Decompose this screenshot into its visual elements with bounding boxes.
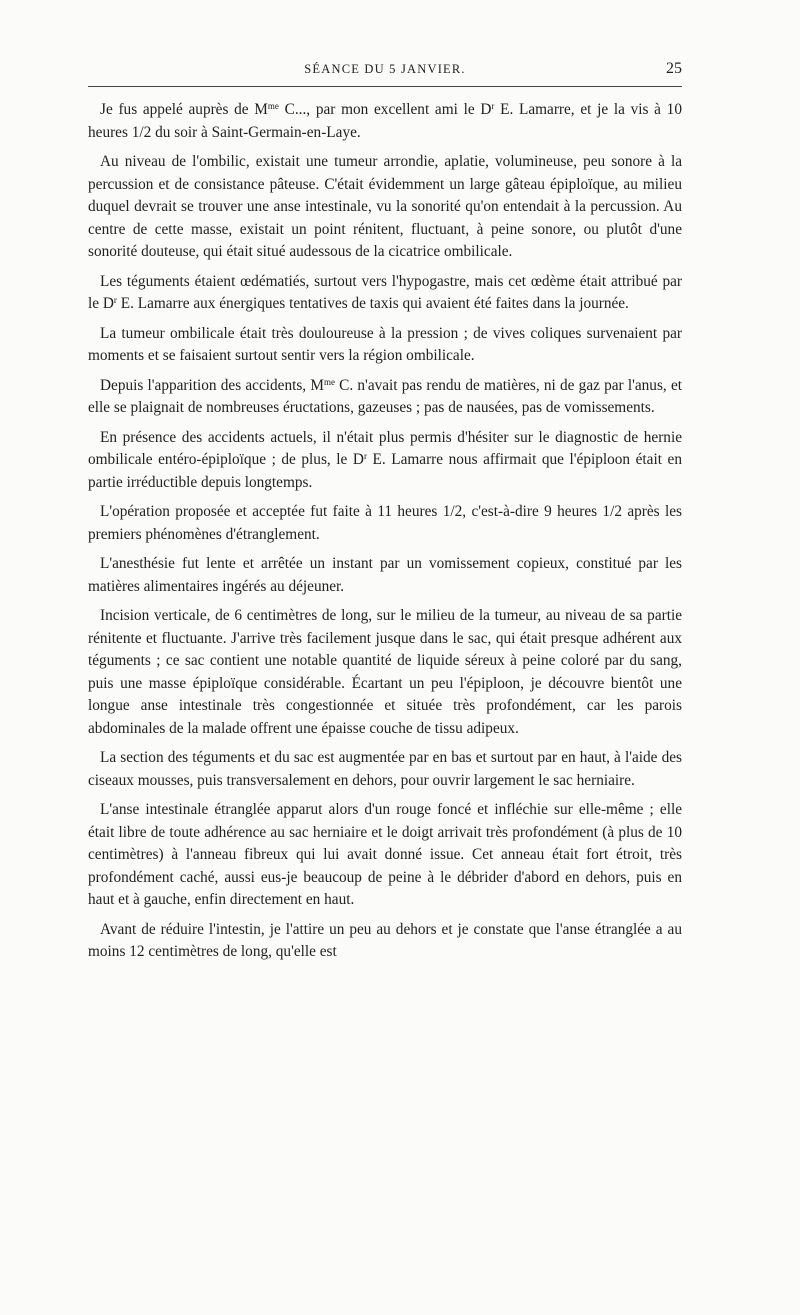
running-title: SÉANCE DU 5 JANVIER. — [304, 62, 466, 76]
paragraph-4: La tumeur ombilicale était très douloureuse à la pression ; de vives coliques survenaient par moments et se faisaient surtout sentir vers la région ombilicale. — [88, 324, 682, 364]
running-head — [88, 60, 682, 86]
paragraph-8: L'anesthésie fut lente et arrêtée un instant par un vomissement copieux, constitué par les matières alimentaires ingérés au déjeuner. — [88, 555, 682, 595]
paragraph-12: Avant de réduire l'intestin, je l'attire un peu au dehors et je constate que l'anse étranglée a au moins 12 centimètres de long, qu'elle est — [88, 920, 682, 960]
paragraph-5: Depuis l'apparition des accidents, $M^{me}$ C. n'avait pas rendu de matières, ni de gaz par l'anus, et elle se plaignait de nombreuses éructations, gazeuses ; pas de nausées, pas de vomissements. — [88, 376, 682, 416]
paragraph-7: L'opération proposée et acceptée fut faite à 11 heures 1/2, c'est-à-dire 9 heures 1/2 après les premiers phénomènes d'étranglement. — [88, 503, 682, 543]
body-text — [88, 99, 682, 964]
document-page — [88, 60, 682, 971]
paragraph-2: Au niveau de l'ombilic, existait une tumeur arrondie, aplatie, volumineuse, peu sonore à la percussion et de consistance pâteuse. C'était évidemment un large gâteau épiploïque, au milieu duquel devrait se trouver une anse intestinale, vu la sonorité qu'on entendait à la percussion. Au centre de cette masse, existait un point rénitent, fluctuant, à peine sonore, ou plutôt d'une sonorité douteuse, qui était situé audessous de la cicatrice ombilicale. — [88, 153, 682, 260]
paragraph-11: L'anse intestinale étranglée apparut alors d'un rouge foncé et infléchie sur elle-même ; elle était libre de toute adhérence au sac herniaire et le doigt arrivait très profondément (à plus de 10 centimètres) à l'anneau fibreux qui lui avait donné issue. Cet anneau était fort étroit, très profondément caché, aussi eus-je beaucoup de peine à le débrider d'abord en dehors, puis en haut et à gauche, enfin directement en haut. — [88, 801, 682, 908]
paragraph-6: En présence des accidents actuels, il n'était plus permis d'hésiter sur le diagnostic de hernie ombilicale entéro-épiploïque ; de plus, le $D^r$ E. Lamarre nous affirmait que l'épiploon était en partie irréductible depuis longtemps. — [88, 428, 682, 491]
paragraph-9: Incision verticale, de 6 centimètres de long, sur le milieu de la tumeur, au niveau de sa partie rénitente et fluctuante. J'arrive très facilement jusque dans le sac, qui était presque adhérent aux téguments ; ce sac contient une notable quantité de liquide séreux à peine coloré par du sang, puis une masse épiploïque considérable. Écartant un peu l'épiploon, je découvre bientôt une longue anse intestinale très congestionnée et située très profondément, car les parois abdominales de la malade offrent une épaisse couche de tissu adipeux. — [88, 607, 682, 737]
paragraph-3: Les téguments étaient œdématiés, surtout vers l'hypogastre, mais cet œdème était attribué par le $D^r$ E. Lamarre aux énergiques tentatives de taxis qui avaient été faites dans la journée. — [88, 272, 682, 312]
paragraph-10: La section des téguments et du sac est augmentée par en bas et surtout par en haut, à l'aide des ciseaux mousses, puis transversalement en dehors, pour ouvrir largement le sac herniaire. — [88, 749, 682, 789]
paragraph-1: Je fus appelé auprès de $M^{me}$ C..., par mon excellent ami le $D^r$ E. Lamarre, et je la vis à 10 heures 1/2 du soir à Saint-Germain-en-Laye. — [88, 101, 682, 141]
header-rule — [88, 86, 682, 87]
page-number: 25 — [666, 60, 682, 77]
